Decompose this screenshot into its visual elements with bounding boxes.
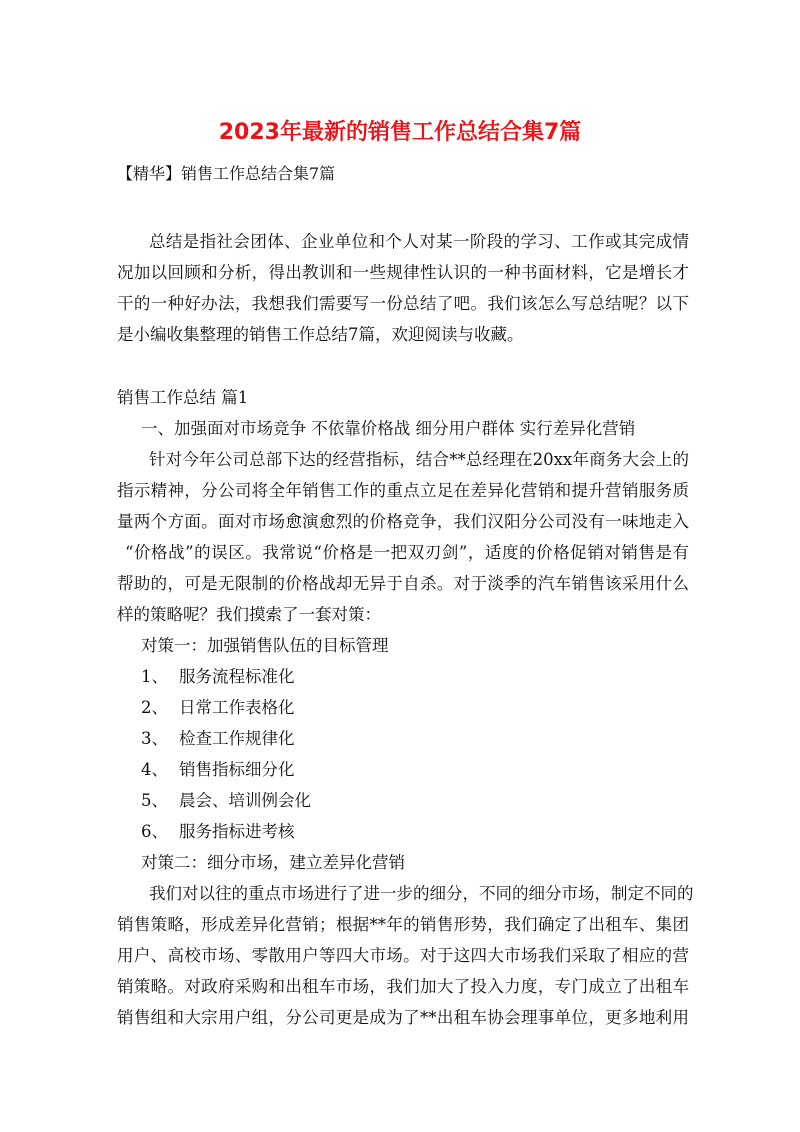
paragraph-line: 销售组和大宗用户组，分公司更是成为了**出租车协会理事单位，更多地利用 [117, 1008, 689, 1027]
paragraph-line: 量两个方面。面对市场愈演愈烈的价格竞争，我们汉阳分公司没有一味地走入 [117, 512, 689, 531]
list-text: 销售指标细分化 [179, 760, 295, 779]
list-item [117, 723, 689, 754]
strategy-heading: 对策一：加强销售队伍的目标管理 [141, 636, 389, 655]
point-heading: 一、加强面对市场竞争 不依靠价格战 细分用户群体 实行差异化营销 [141, 419, 636, 438]
paragraph-line: 帮助的，可是无限制的价格战却无异于自杀。对于淡季的汽车销售该采用什么 [117, 574, 689, 593]
list-number: 6、 [141, 822, 168, 841]
list-text: 日常工作表格化 [179, 698, 295, 717]
list-number: 4、 [141, 760, 168, 779]
intro-line: 况加以回顾和分析，得出教训和一些规律性认识的一种书面材料，它是增长才 [117, 263, 689, 282]
paragraph-line: 针对今年公司总部下达的经营指标，结合**总经理在20xx年商务大会上的 [149, 450, 689, 469]
list-text: 检查工作规律化 [179, 729, 295, 748]
list-text: 服务指标进考核 [179, 822, 295, 841]
strategy-heading: 对策二：细分市场，建立差异化营销 [141, 853, 405, 872]
list-number: 3、 [141, 729, 168, 748]
paragraph-line: 指示精神，分公司将全年销售工作的重点立足在差异化营销和提升营销服务质 [117, 481, 689, 500]
document-title: 2023年最新的销售工作总结合集7篇 [218, 120, 582, 145]
intro-line: 是小编收集整理的销售工作总结7篇，欢迎阅读与收藏。 [117, 325, 524, 344]
list-text: 晨会、培训例会化 [179, 791, 311, 810]
list-item [117, 785, 689, 816]
paragraph-line: 销售策略，形成差异化营销；根据**年的销售形势，我们确定了出租车、集团 [117, 915, 689, 934]
list-text: 服务流程标准化 [179, 667, 295, 686]
intro-line: 总结是指社会团体、企业单位和个人对某一阶段的学习、工作或其完成情 [149, 232, 689, 251]
list-number: 2、 [141, 698, 168, 717]
list-item [117, 661, 689, 692]
list-number: 1、 [141, 667, 168, 686]
list-item [117, 816, 689, 847]
paragraph-line: 我们对以往的重点市场进行了进一步的细分，不同的细分市场，制定不同的 [149, 884, 694, 903]
list-item [117, 754, 689, 785]
section-body [117, 382, 694, 1033]
paragraph-line: 销策略。对政府采购和出租车市场，我们加大了投入力度，专门成立了出租车 [117, 977, 689, 996]
intro-line: 干的一种好办法，我想我们需要写一份总结了吧。我们该怎么写总结呢？以下 [117, 294, 689, 313]
paragraph-line: “价格战”的误区。我常说“价格是一把双刃剑”，适度的价格促销对销售是有 [125, 543, 689, 562]
list-item [117, 692, 689, 723]
section-heading: 销售工作总结 篇1 [117, 388, 249, 407]
paragraph-line: 用户、高校市场、零散用户等四大市场。对于这四大市场我们采取了相应的营 [117, 946, 689, 965]
paragraph-line: 样的策略呢？我们摸索了一套对策： [117, 605, 381, 624]
document-subtitle: 【精华】销售工作总结合集7篇 [117, 164, 336, 183]
list-number: 5、 [141, 791, 168, 810]
intro-paragraph [117, 226, 689, 350]
